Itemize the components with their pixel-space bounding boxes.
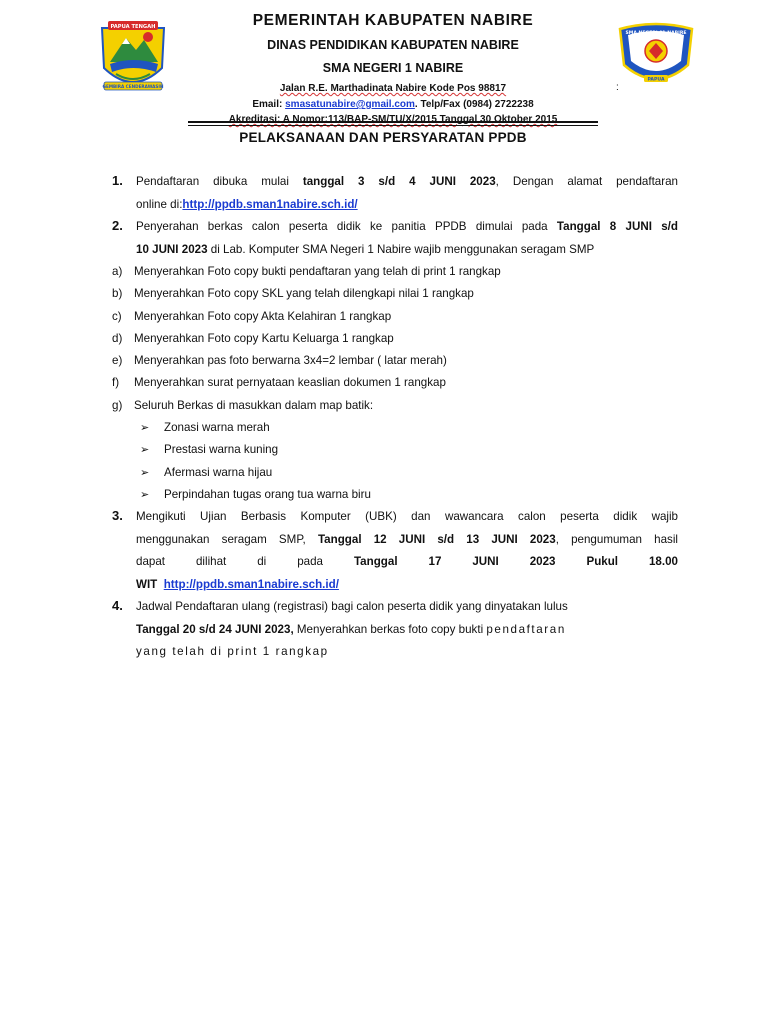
arrow-bullet-icon: ➢	[140, 444, 150, 457]
sub-item: d) Menyerahkan Foto copy Kartu Keluarga 1 rangkap	[112, 331, 394, 345]
item-text-line: 10 JUNI 2023 di Lab. Komputer SMA Negeri 1 Nabire wajib menggunakan seragam SMP	[136, 242, 595, 256]
sub-item: c) Menyerahkan Foto copy Akta Kelahiran 1 rangkap	[112, 309, 392, 323]
list-item-1	[112, 171, 678, 216]
bullet-item: ➢ Prestasi warna kuning	[112, 439, 678, 461]
sub-item: g) Seluruh Berkas di masukkan dalam map batik:	[112, 398, 374, 412]
letterhead-accreditation: Akreditasi: A Nomor:113/BAP-SM/TU/X/2015 Tanggal 30 Oktober 2015	[228, 114, 558, 125]
email-link[interactable]: smasatunabire@gmail.com	[285, 99, 415, 110]
letterhead-address: Jalan R.E. Marthadinata Nabire Kode Pos 98817	[279, 83, 507, 94]
letterhead-school: SMA NEGERI 1 NABIRE	[322, 61, 464, 75]
requirements-list	[112, 171, 678, 664]
kabupaten-emblem-logo	[96, 18, 170, 94]
left-logo-bottom-text: GEMBIRA CENDERAWASIH	[102, 84, 164, 89]
document-title: PELAKSANAAN DAN PERSYARATAN PPDB	[239, 130, 527, 145]
ppdb-link[interactable]: http://ppdb.sman1nabire.sch.id/	[182, 197, 358, 211]
item-number: 4.	[112, 598, 123, 614]
item-number: 3.	[112, 508, 123, 524]
school-emblem-logo	[616, 21, 696, 89]
letterhead-department: DINAS PENDIDIKAN KABUPATEN NABIRE	[267, 38, 519, 52]
item-text-line: WIT http://ppdb.sman1nabire.sch.id/	[136, 577, 339, 591]
arrow-bullet-icon: ➢	[140, 488, 150, 501]
left-logo-top-text: PAPUA TENGAH	[110, 24, 156, 30]
item-text-line: dapat dilihat di pada Tanggal 17 JUNI 2023 Pukul 18.00	[136, 555, 678, 569]
bullet-item: ➢ Afermasi warna hijau	[112, 462, 678, 484]
item-text-line: Tanggal 20 s/d 24 JUNI 2023, Menyerahkan berkas foto copy bukti pendaftaran	[136, 622, 566, 636]
item-number: 2.	[112, 218, 123, 233]
bullet-item: ➢ Zonasi warna merah	[112, 417, 678, 439]
item-text-line: Penyerahan berkas calon peserta didik ke panitia PPDB dimulai pada Tanggal 8 JUNI s/d	[136, 220, 678, 233]
item-number: 1.	[112, 173, 123, 188]
right-logo-bottom-text: PAPUA	[647, 77, 665, 83]
list-item-3	[112, 506, 678, 596]
item-text-line: Jadwal Pendaftaran ulang (registrasi) bagi calon peserta didik yang dinyatakan lulus	[136, 600, 568, 614]
letterhead-government: PEMERINTAH KABUPATEN NABIRE	[252, 12, 534, 29]
stray-mark: :	[616, 82, 619, 93]
header-rule-thick	[188, 121, 598, 123]
list-item-4	[112, 596, 678, 664]
header-rule-thin	[188, 125, 598, 126]
sub-item: b) Menyerahkan Foto copy SKL yang telah dilengkapi nilai 1 rangkap	[112, 287, 474, 301]
letterhead	[170, 10, 616, 127]
item-text-line: online di:http://ppdb.sman1nabire.sch.id/	[136, 197, 358, 211]
list-item-2	[112, 216, 678, 261]
sub-item: a) Menyerahkan Foto copy bukti pendaftaran yang telah di print 1 rangkap	[112, 265, 501, 278]
ppdb-link[interactable]: http://ppdb.sman1nabire.sch.id/	[163, 577, 339, 591]
bullet-item: ➢ Perpindahan tugas orang tua warna biru	[112, 484, 678, 506]
item-text-line: yang telah di print 1 rangkap	[136, 645, 329, 659]
sub-list	[112, 261, 678, 506]
sub-item: e) Menyerahkan pas foto berwarna 3x4=2 lembar ( latar merah)	[112, 354, 447, 368]
letterhead-contact: Email: smasatunabire@gmail.com. Telp/Fax (0984) 2722238	[252, 99, 534, 110]
arrow-bullet-icon: ➢	[140, 422, 150, 435]
item-text-line: Mengikuti Ujian Berbasis Komputer (UBK) dan wawancara calon peserta didik wajib	[136, 510, 678, 524]
right-logo-top-text: SMA NEGERI 01 NABIRE	[625, 31, 687, 36]
arrow-bullet-icon: ➢	[140, 466, 150, 479]
item-text-line: Pendaftaran dibuka mulai tanggal 3 s/d 4 JUNI 2023, Dengan alamat pendaftaran	[136, 175, 678, 188]
sub-item: f) Menyerahkan surat pernyataan keaslian dokumen 1 rangkap	[112, 376, 446, 390]
item-text-line: menggunakan seragam SMP, Tanggal 12 JUNI s/d 13 JUNI 2023, pengumuman hasil	[136, 532, 679, 546]
